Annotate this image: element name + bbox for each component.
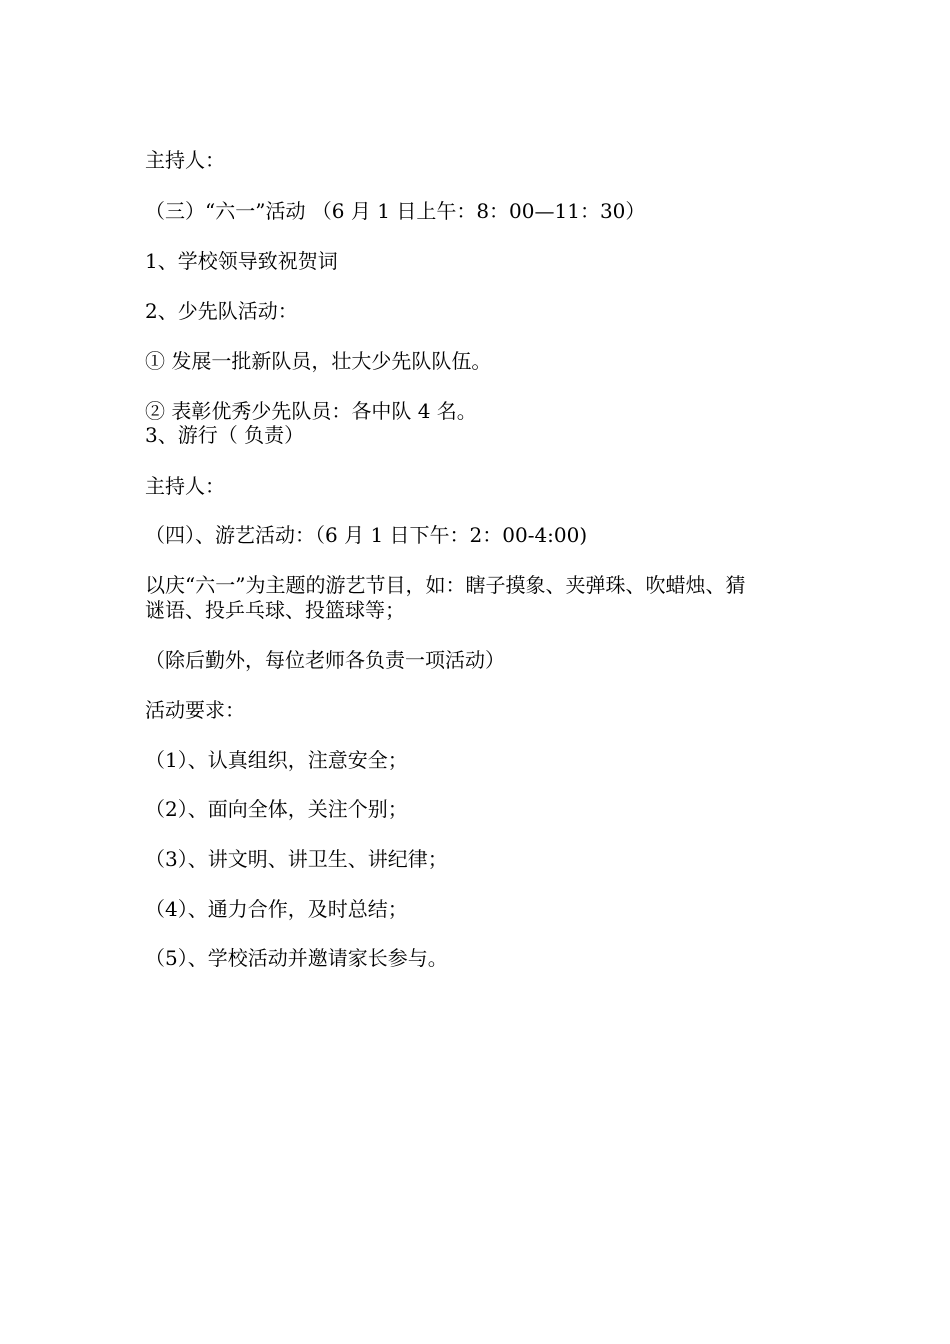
teacher-responsibility-note: （除后勤外，每位老师各负责一项活动）: [145, 648, 505, 672]
section-four-heading: （四）、游艺活动：（6 月 1 日下午：2：00-4:00): [145, 523, 588, 547]
sub-item-commend-members: ② 表彰优秀少先队员：各中队 4 名。: [145, 399, 477, 423]
section-three-heading: （三）“六一”活动 （6 月 1 日上午：8：00—11：30）: [145, 199, 646, 223]
requirement-2: （2）、面向全体，关注个别；: [145, 797, 408, 821]
games-description-line-1: 以庆“六一”为主题的游艺节目，如：瞎子摸象、夹弹珠、吹蜡烛、猜: [145, 573, 746, 597]
requirement-4: （4）、通力合作，及时总结；: [145, 897, 408, 921]
item-1-leader-speech: 1、学校领导致祝贺词: [145, 249, 338, 273]
requirements-heading: 活动要求：: [145, 698, 245, 722]
item-3-parade: 3、游行（ 负责）: [145, 423, 305, 447]
games-description-line-2: 谜语、投乒乓球、投篮球等；: [145, 598, 405, 622]
host-line-2: 主持人：: [145, 474, 225, 498]
item-2-pioneer-activity: 2、少先队活动：: [145, 299, 298, 323]
requirement-5: （5）、学校活动并邀请家长参与。: [145, 946, 448, 970]
sub-item-new-members: ① 发展一批新队员，壮大少先队队伍。: [145, 349, 492, 373]
requirement-3: （3）、讲文明、讲卫生、讲纪律；: [145, 847, 448, 871]
requirement-1: （1）、认真组织，注意安全；: [145, 748, 408, 772]
host-line-1: 主持人：: [145, 148, 225, 172]
